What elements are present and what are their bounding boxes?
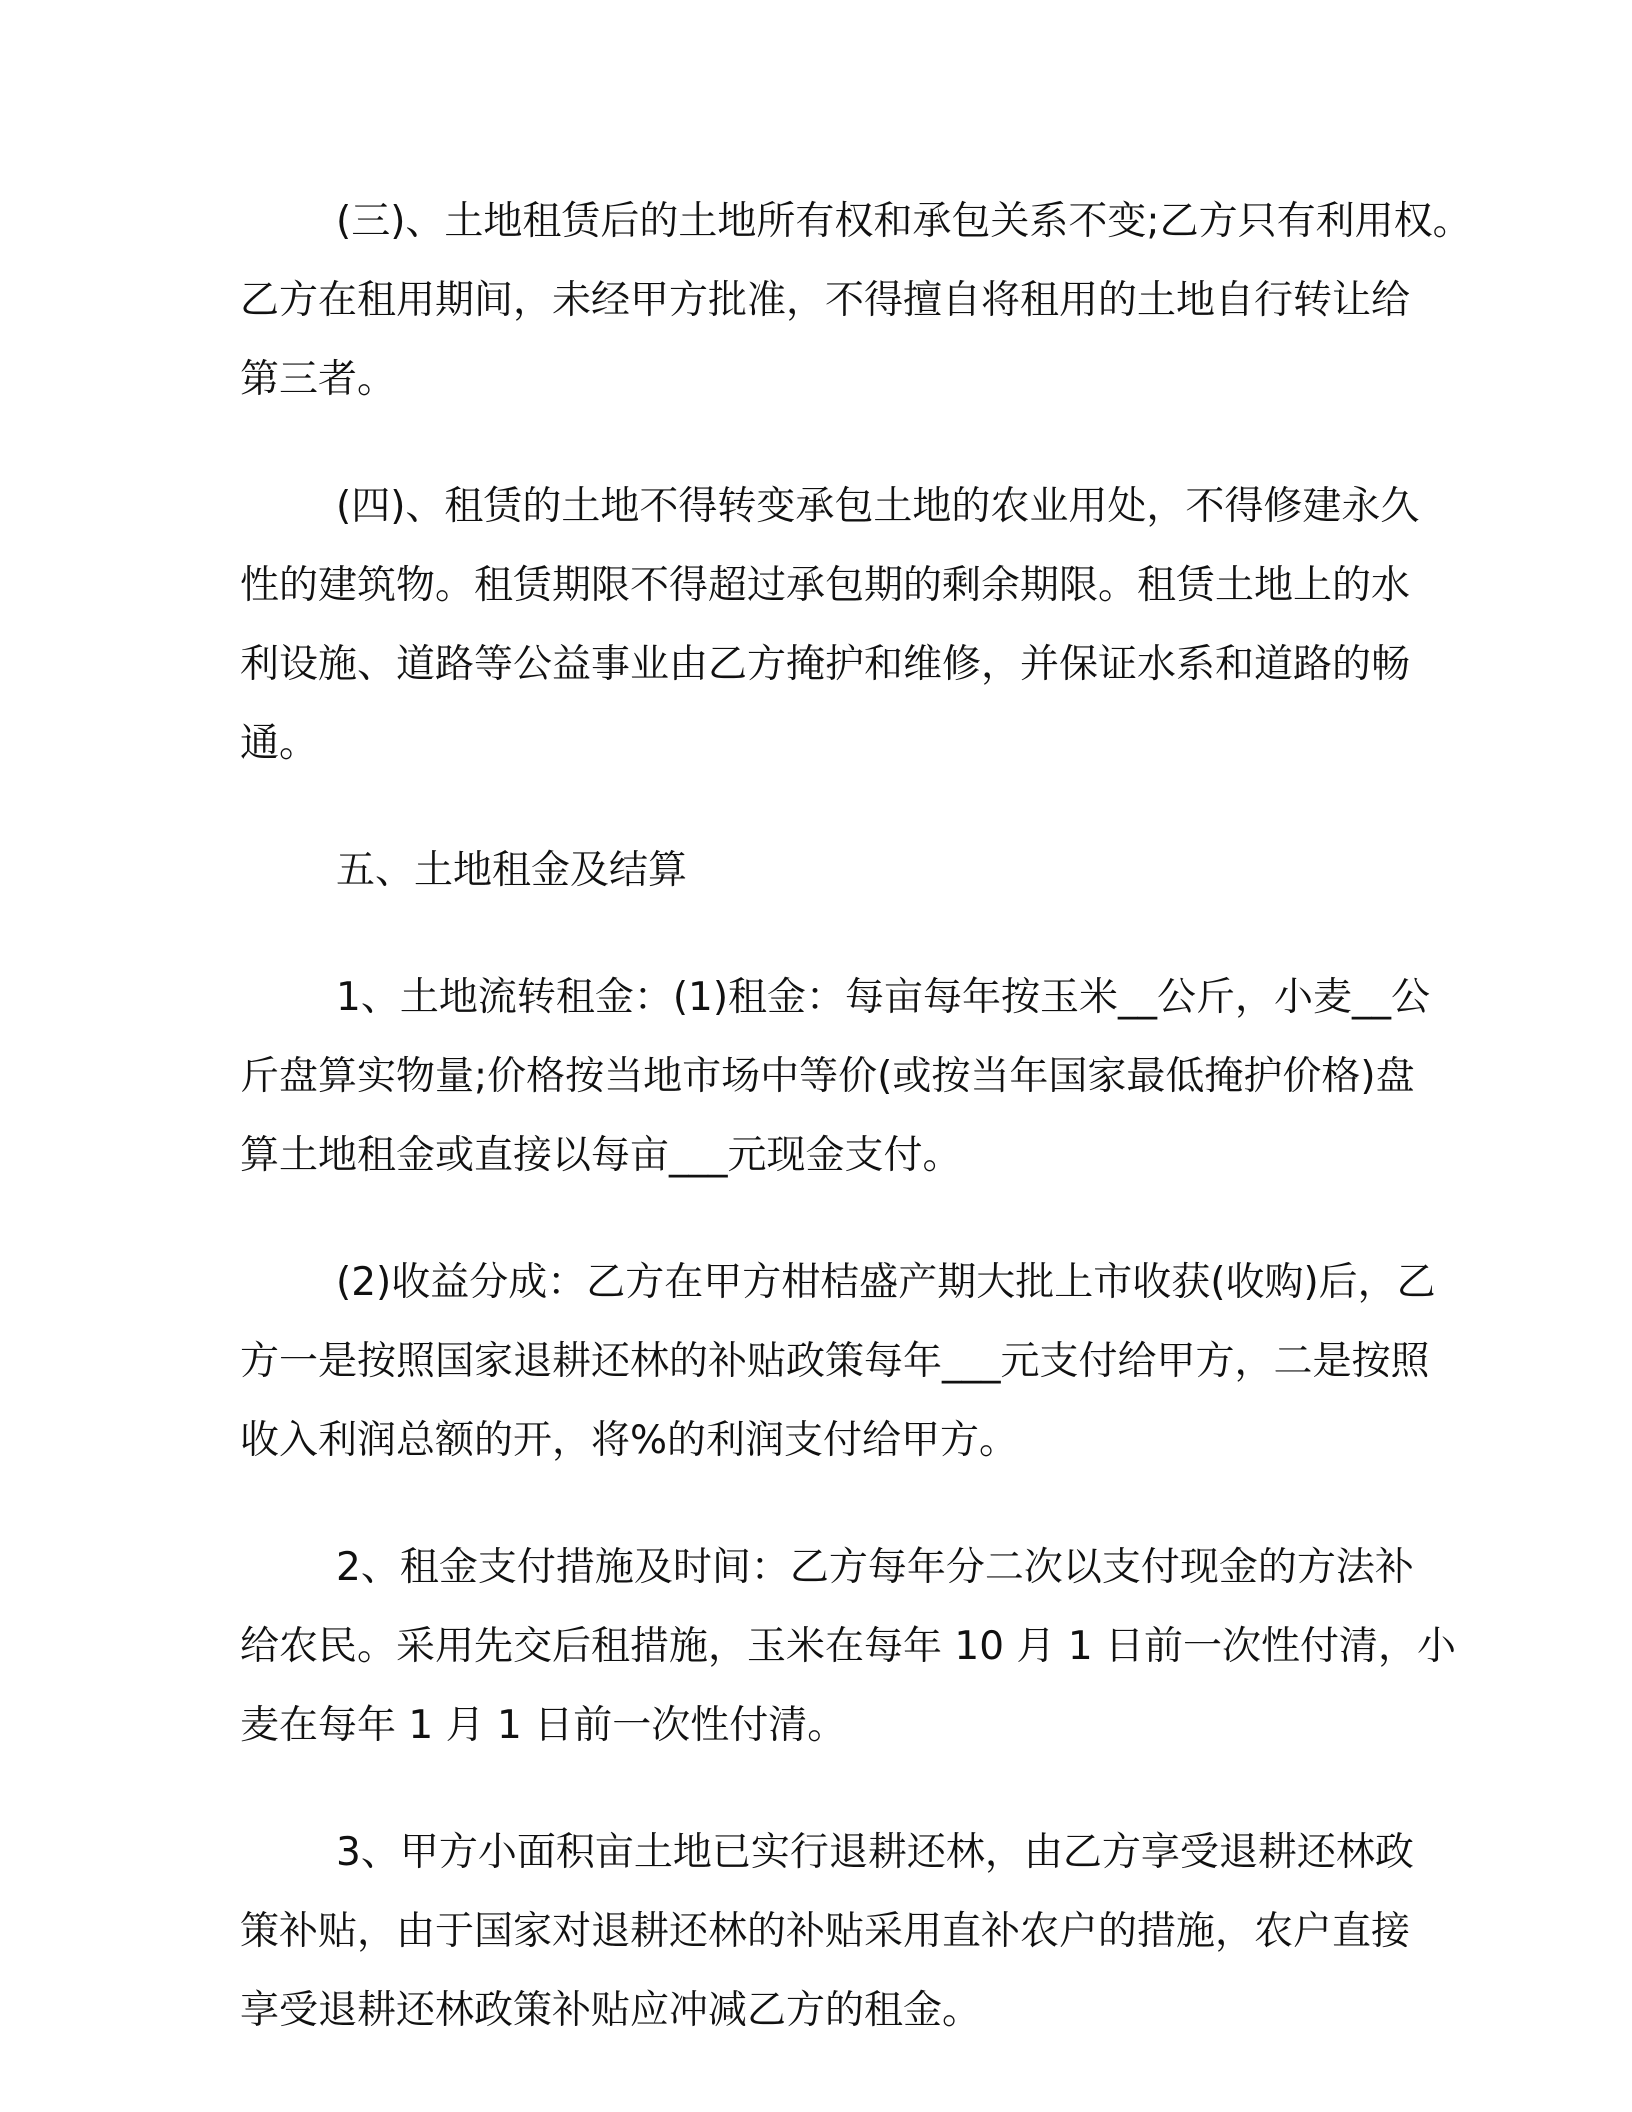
section-heading: 五、土地租金及结算 [336, 848, 688, 893]
text-line: (三)、土地租赁后的土地所有权和承包关系不变;乙方只有利用权。 [336, 199, 1472, 244]
text-line: 2、租金支付措施及时间：乙方每年分二次以支付现金的方法补 [336, 1545, 1414, 1590]
text-line: 收入利润总额的开，将%的利润支付给甲方。 [240, 1418, 1019, 1463]
text-line: 3、甲方小面积亩土地已实行退耕还林，由乙方享受退耕还林政 [336, 1830, 1414, 1875]
text-line: 利设施、道路等公益事业由乙方掩护和维修，并保证水系和道路的畅 [240, 642, 1411, 687]
paragraph-rent [240, 958, 1431, 1195]
text-line: 1、土地流转租金：(1)租金：每亩每年按玉米__公斤，小麦__公 [336, 975, 1431, 1020]
text-line: 给农民。采用先交后租措施，玉米在每年 10 月 1 日前一次性付清，小 [240, 1624, 1457, 1669]
text-line: 方一是按照国家退耕还林的补贴政策每年___元支付给甲方，二是按照 [240, 1339, 1430, 1384]
text-line: (2)收益分成：乙方在甲方柑桔盛产期大批上市收获(收购)后，乙 [336, 1260, 1436, 1305]
paragraph-payment [240, 1528, 1457, 1765]
text-line: 性的建筑物。租赁期限不得超过承包期的剩余期限。租赁土地上的水 [240, 563, 1411, 608]
text-line: 第三者。 [240, 357, 397, 402]
text-line: 斤盘算实物量;价格按当地市场中等价(或按当年国家最低掩护价格)盘 [240, 1054, 1415, 1099]
text-line: 享受退耕还林政策补贴应冲减乙方的租金。 [240, 1988, 982, 2033]
paragraph-profit-share [240, 1243, 1436, 1480]
text-line: 乙方在租用期间，未经甲方批准，不得擅自将租用的土地自行转让给 [240, 278, 1411, 323]
text-line: 策补贴，由于国家对退耕还林的补贴采用直补农户的措施，农户直接 [240, 1909, 1411, 1954]
text-line: 算土地租金或直接以每亩___元现金支付。 [240, 1133, 962, 1178]
text-line: (四)、租赁的土地不得转变承包土地的农业用处，不得修建永久 [336, 484, 1420, 529]
paragraph-san [240, 182, 1472, 419]
text-line: 通。 [240, 721, 319, 766]
text-line: 麦在每年 1 月 1 日前一次性付清。 [240, 1703, 847, 1748]
document-body [240, 182, 1472, 2098]
paragraph-si [240, 467, 1420, 783]
paragraph-subsidy [240, 1813, 1414, 2050]
